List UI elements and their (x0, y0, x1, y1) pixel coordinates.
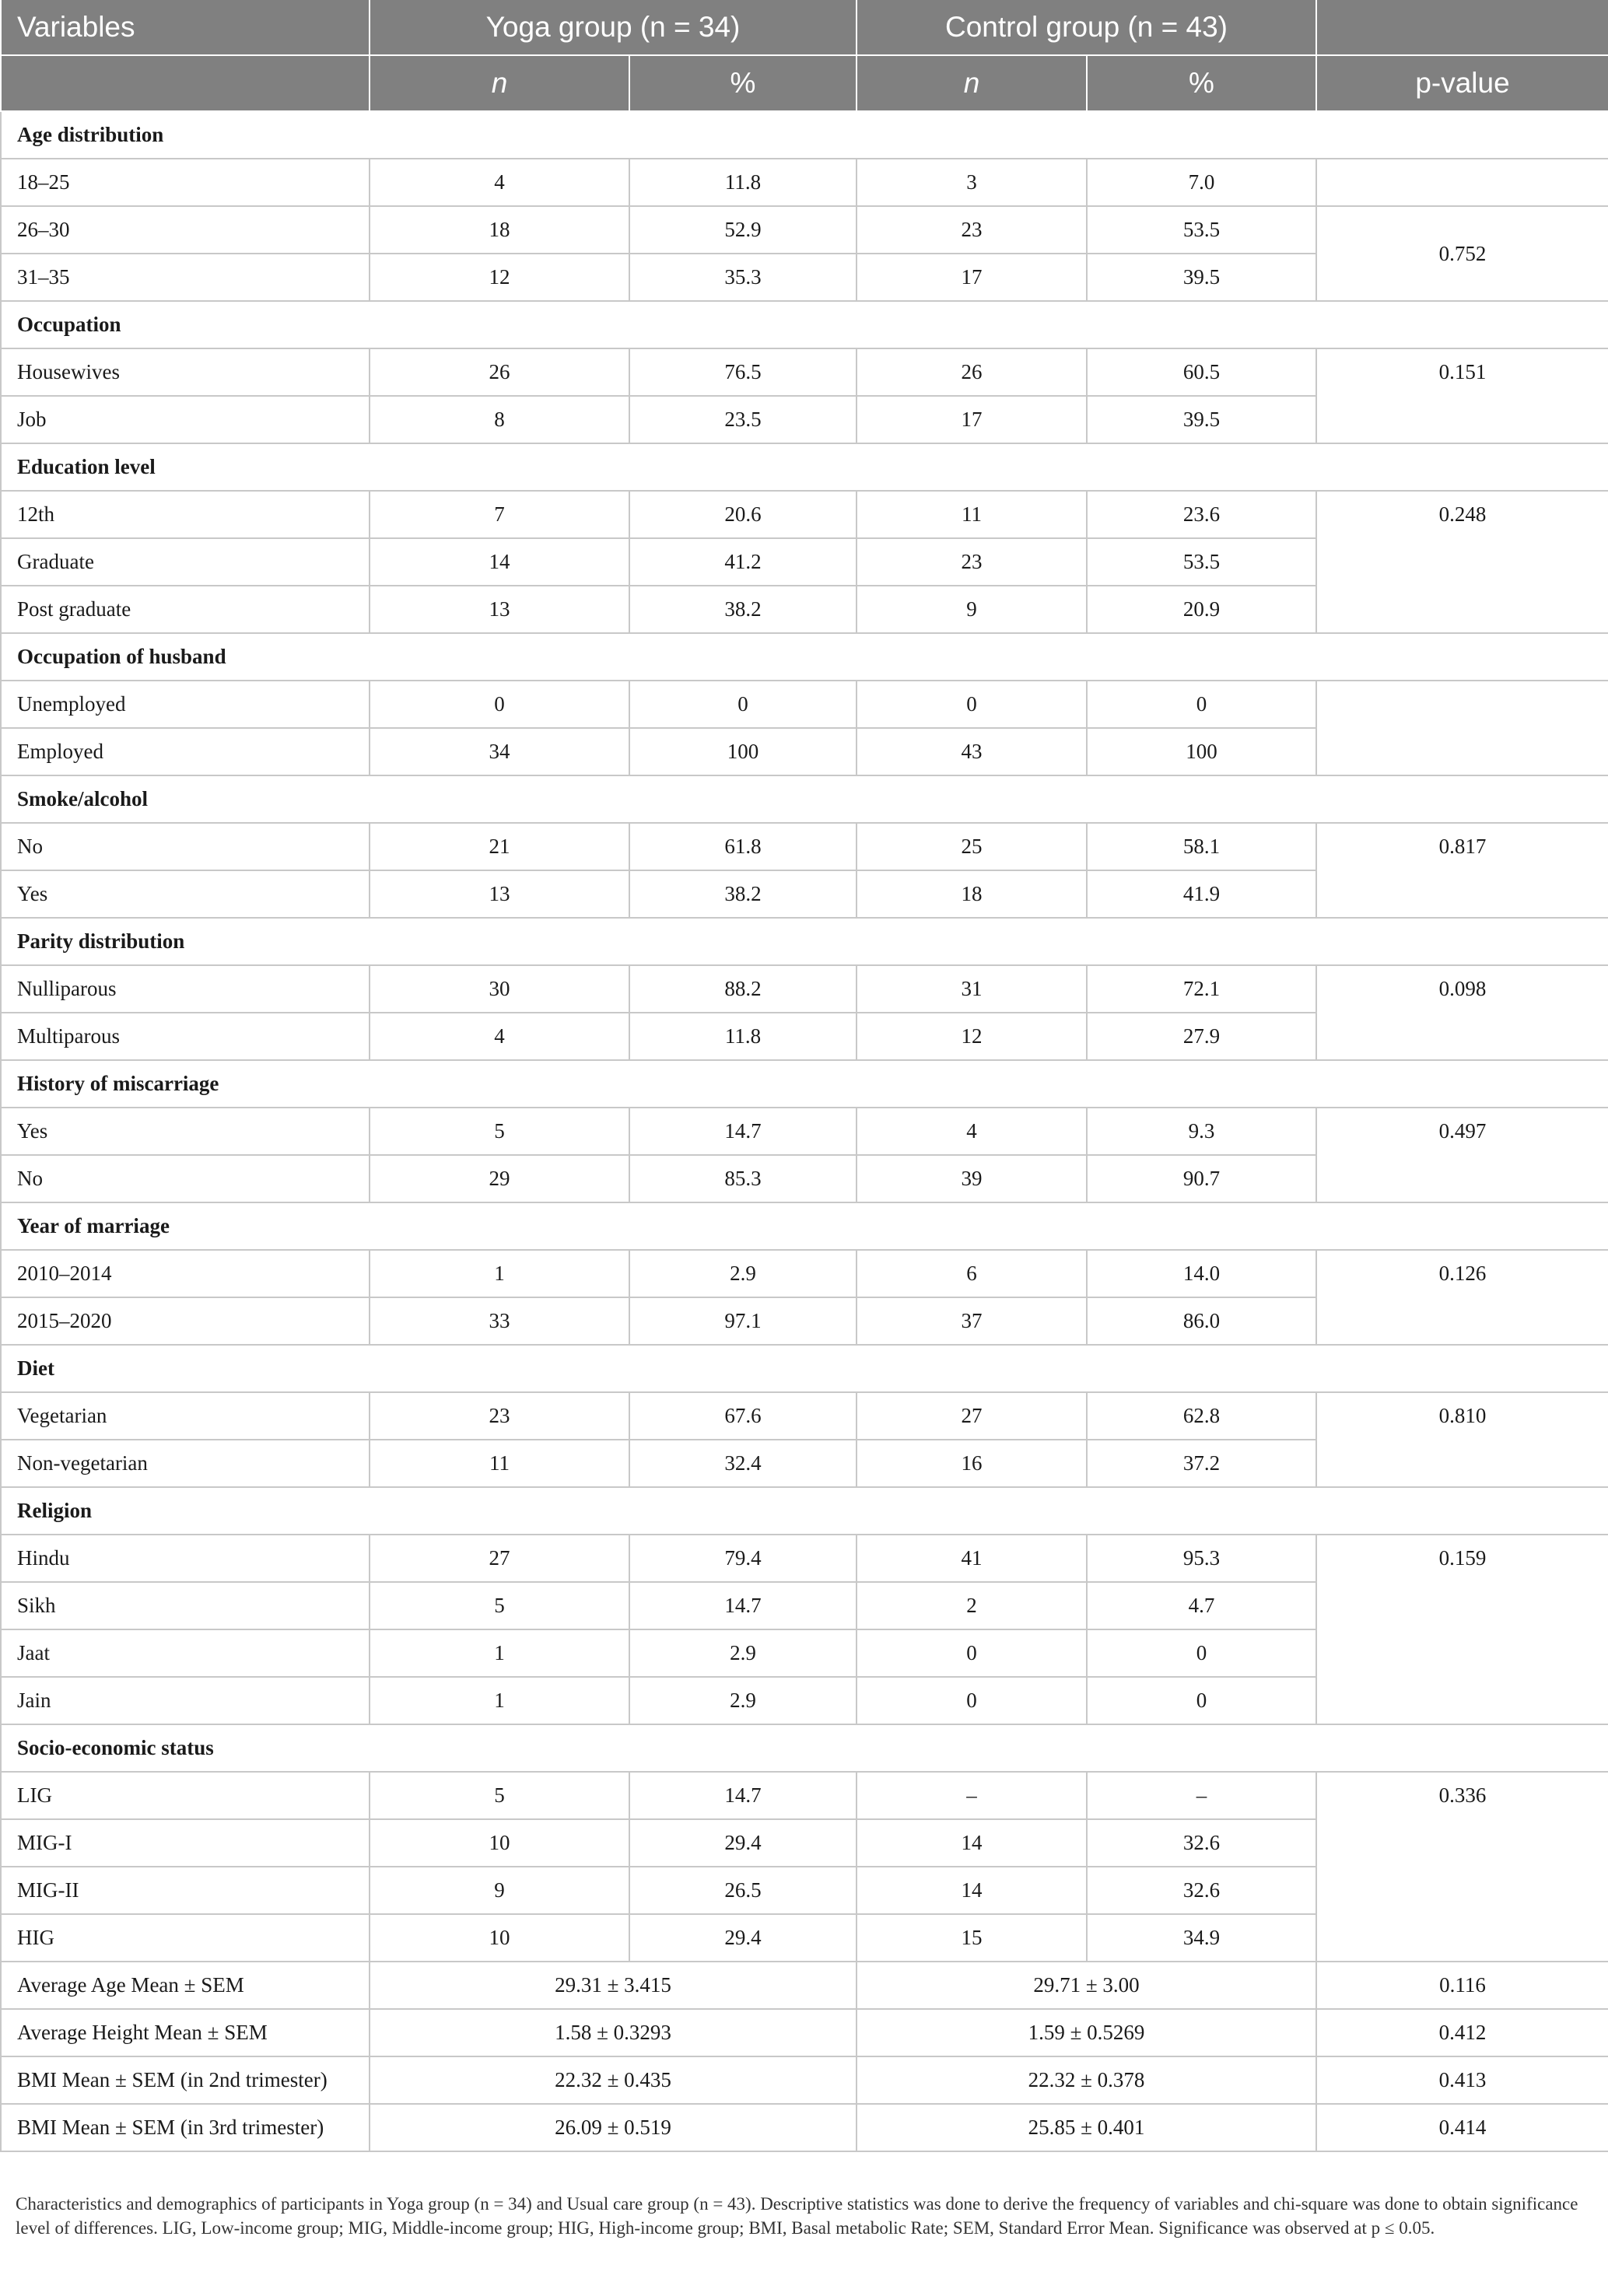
yoga-n: 18 (370, 206, 629, 254)
row-label: Yes (1, 1108, 370, 1155)
control-n: 14 (857, 1819, 1087, 1867)
yoga-pct: 29.4 (629, 1819, 857, 1867)
section-title: Age distribution (1, 111, 1608, 159)
table-row (1, 1108, 1608, 1155)
yoga-n: 13 (370, 870, 629, 918)
control-n: 31 (857, 965, 1087, 1013)
yoga-n: 1 (370, 1677, 629, 1724)
p-value-cell: 0.752 (1316, 206, 1608, 301)
yoga-n: 8 (370, 396, 629, 443)
control-mean-sem: 1.59 ± 0.5269 (857, 2009, 1316, 2056)
control-n: 17 (857, 254, 1087, 301)
section-title: Religion (1, 1487, 1608, 1535)
row-label: No (1, 1155, 370, 1202)
control-pct: 4.7 (1087, 1582, 1316, 1629)
header-blank (1316, 0, 1608, 55)
section-title: Occupation of husband (1, 633, 1608, 681)
control-pct: 60.5 (1087, 348, 1316, 396)
control-pct: 32.6 (1087, 1867, 1316, 1914)
table-row (1, 348, 1608, 396)
row-label: 2015–2020 (1, 1297, 370, 1345)
control-pct: 14.0 (1087, 1250, 1316, 1297)
yoga-n: 23 (370, 1392, 629, 1440)
control-n: 15 (857, 1914, 1087, 1962)
control-pct: 27.9 (1087, 1013, 1316, 1060)
summary-label: Average Age Mean ± SEM (1, 1962, 370, 2009)
yoga-pct: 67.6 (629, 1392, 857, 1440)
summary-row (1, 2056, 1608, 2104)
control-pct: 20.9 (1087, 586, 1316, 633)
control-pct: 62.8 (1087, 1392, 1316, 1440)
control-pct: 86.0 (1087, 1297, 1316, 1345)
yoga-n: 12 (370, 254, 629, 301)
control-pct: 90.7 (1087, 1155, 1316, 1202)
yoga-n: 21 (370, 823, 629, 870)
table-row (1, 681, 1608, 728)
yoga-mean-sem: 29.31 ± 3.415 (370, 1962, 857, 2009)
control-pct: 9.3 (1087, 1108, 1316, 1155)
section-header-row (1, 1345, 1608, 1392)
control-n: 23 (857, 206, 1087, 254)
yoga-pct: 2.9 (629, 1629, 857, 1677)
section-title: Parity distribution (1, 918, 1608, 965)
section-header-row (1, 1202, 1608, 1250)
row-label: Employed (1, 728, 370, 775)
p-value-cell (1316, 159, 1608, 206)
yoga-pct: 100 (629, 728, 857, 775)
yoga-pct: 79.4 (629, 1535, 857, 1582)
p-value-cell: 0.412 (1316, 2009, 1608, 2056)
control-pct: 34.9 (1087, 1914, 1316, 1962)
control-n: 27 (857, 1392, 1087, 1440)
yoga-n: 26 (370, 348, 629, 396)
row-label: Sikh (1, 1582, 370, 1629)
control-n: 9 (857, 586, 1087, 633)
header-yoga-group: Yoga group (n = 34) (370, 0, 857, 55)
p-value-cell: 0.497 (1316, 1108, 1608, 1202)
yoga-n: 7 (370, 491, 629, 538)
row-label: Jaat (1, 1629, 370, 1677)
section-header-row (1, 633, 1608, 681)
yoga-n: 4 (370, 159, 629, 206)
yoga-n: 1 (370, 1629, 629, 1677)
row-label: 26–30 (1, 206, 370, 254)
row-label: Jain (1, 1677, 370, 1724)
control-n: 17 (857, 396, 1087, 443)
table-row (1, 159, 1608, 206)
control-pct: 39.5 (1087, 396, 1316, 443)
row-label: Non-vegetarian (1, 1440, 370, 1487)
yoga-pct: 14.7 (629, 1582, 857, 1629)
control-n: 6 (857, 1250, 1087, 1297)
yoga-pct: 61.8 (629, 823, 857, 870)
yoga-n: 10 (370, 1914, 629, 1962)
control-n: 26 (857, 348, 1087, 396)
table-row (1, 1250, 1608, 1297)
yoga-pct: 2.9 (629, 1677, 857, 1724)
yoga-n: 11 (370, 1440, 629, 1487)
table-body (1, 111, 1608, 2151)
section-title: Socio-economic status (1, 1724, 1608, 1772)
control-n: 11 (857, 491, 1087, 538)
row-label: Multiparous (1, 1013, 370, 1060)
header-control-pct: % (1087, 55, 1316, 111)
table-row (1, 823, 1608, 870)
yoga-pct: 26.5 (629, 1867, 857, 1914)
control-pct: 23.6 (1087, 491, 1316, 538)
p-value-cell: 0.116 (1316, 1962, 1608, 2009)
yoga-pct: 2.9 (629, 1250, 857, 1297)
row-label: Vegetarian (1, 1392, 370, 1440)
control-pct: 100 (1087, 728, 1316, 775)
section-title: Occupation (1, 301, 1608, 348)
section-title: Smoke/alcohol (1, 775, 1608, 823)
table-footnote: Characteristics and demographics of participants in Yoga group (n = 34) and Usual care group (n = 43). Descriptive statistics was done to derive the frequency of variables and chi-square was done to obtain significance level of differences. LIG, Low-income group; MIG, Middle-income group; HIG, High-income group; BMI, Basal metabolic Rate; SEM, Standard Error Mean. Significance was observed at p ≤ 0.05. (16, 2194, 1578, 2238)
row-label: Job (1, 396, 370, 443)
section-title: Education level (1, 443, 1608, 491)
yoga-pct: 11.8 (629, 1013, 857, 1060)
yoga-n: 5 (370, 1772, 629, 1819)
yoga-pct: 23.5 (629, 396, 857, 443)
control-n: 0 (857, 1677, 1087, 1724)
p-value-cell (1316, 681, 1608, 775)
row-label: Yes (1, 870, 370, 918)
control-n: 4 (857, 1108, 1087, 1155)
yoga-n: 27 (370, 1535, 629, 1582)
yoga-n: 5 (370, 1108, 629, 1155)
yoga-mean-sem: 1.58 ± 0.3293 (370, 2009, 857, 2056)
row-label: Hindu (1, 1535, 370, 1582)
control-n: 25 (857, 823, 1087, 870)
control-pct: 72.1 (1087, 965, 1316, 1013)
control-pct: 0 (1087, 681, 1316, 728)
section-header-row (1, 775, 1608, 823)
yoga-n: 5 (370, 1582, 629, 1629)
control-n: 18 (857, 870, 1087, 918)
yoga-mean-sem: 26.09 ± 0.519 (370, 2104, 857, 2151)
yoga-n: 13 (370, 586, 629, 633)
control-mean-sem: 22.32 ± 0.378 (857, 2056, 1316, 2104)
yoga-pct: 35.3 (629, 254, 857, 301)
row-label: No (1, 823, 370, 870)
yoga-pct: 85.3 (629, 1155, 857, 1202)
section-title: Diet (1, 1345, 1608, 1392)
yoga-pct: 97.1 (629, 1297, 857, 1345)
section-header-row (1, 301, 1608, 348)
summary-label: BMI Mean ± SEM (in 2nd trimester) (1, 2056, 370, 2104)
control-n: 2 (857, 1582, 1087, 1629)
header-yoga-pct: % (629, 55, 857, 111)
row-label: HIG (1, 1914, 370, 1962)
row-label: 2010–2014 (1, 1250, 370, 1297)
row-label: MIG-II (1, 1867, 370, 1914)
yoga-n: 1 (370, 1250, 629, 1297)
control-n: 16 (857, 1440, 1087, 1487)
header-blank (1, 55, 370, 111)
row-label: 18–25 (1, 159, 370, 206)
control-n: 3 (857, 159, 1087, 206)
yoga-n: 30 (370, 965, 629, 1013)
control-pct: 53.5 (1087, 538, 1316, 586)
control-pct: 37.2 (1087, 1440, 1316, 1487)
section-title: Year of marriage (1, 1202, 1608, 1250)
row-label: Post graduate (1, 586, 370, 633)
p-value-cell: 0.414 (1316, 2104, 1608, 2151)
control-n: – (857, 1772, 1087, 1819)
header-variables: Variables (1, 0, 370, 55)
table-row (1, 965, 1608, 1013)
section-header-row (1, 111, 1608, 159)
yoga-n: 33 (370, 1297, 629, 1345)
yoga-pct: 52.9 (629, 206, 857, 254)
p-value-cell: 0.126 (1316, 1250, 1608, 1345)
row-label: MIG-I (1, 1819, 370, 1867)
table-header (1, 0, 1608, 111)
table-row (1, 1392, 1608, 1440)
p-value-cell: 0.817 (1316, 823, 1608, 918)
row-label: Unemployed (1, 681, 370, 728)
yoga-mean-sem: 22.32 ± 0.435 (370, 2056, 857, 2104)
control-pct: 53.5 (1087, 206, 1316, 254)
control-n: 12 (857, 1013, 1087, 1060)
yoga-pct: 11.8 (629, 159, 857, 206)
yoga-pct: 14.7 (629, 1772, 857, 1819)
yoga-n: 0 (370, 681, 629, 728)
summary-label: BMI Mean ± SEM (in 3rd trimester) (1, 2104, 370, 2151)
control-mean-sem: 29.71 ± 3.00 (857, 1962, 1316, 2009)
p-value-cell: 0.810 (1316, 1392, 1608, 1487)
table-row (1, 1535, 1608, 1582)
summary-row (1, 1962, 1608, 2009)
row-label: Housewives (1, 348, 370, 396)
control-n: 37 (857, 1297, 1087, 1345)
row-label: 31–35 (1, 254, 370, 301)
yoga-pct: 88.2 (629, 965, 857, 1013)
yoga-pct: 0 (629, 681, 857, 728)
yoga-pct: 20.6 (629, 491, 857, 538)
summary-label: Average Height Mean ± SEM (1, 2009, 370, 2056)
control-pct: 39.5 (1087, 254, 1316, 301)
control-pct: 41.9 (1087, 870, 1316, 918)
control-pct: 32.6 (1087, 1819, 1316, 1867)
header-yoga-n: n (370, 55, 629, 111)
header-p-value: p-value (1316, 55, 1608, 111)
yoga-pct: 32.4 (629, 1440, 857, 1487)
p-value-cell: 0.159 (1316, 1535, 1608, 1724)
header-control-n: n (857, 55, 1087, 111)
summary-row (1, 2009, 1608, 2056)
yoga-pct: 76.5 (629, 348, 857, 396)
yoga-n: 14 (370, 538, 629, 586)
yoga-n: 29 (370, 1155, 629, 1202)
yoga-pct: 41.2 (629, 538, 857, 586)
yoga-pct: 29.4 (629, 1914, 857, 1962)
yoga-pct: 14.7 (629, 1108, 857, 1155)
section-header-row (1, 918, 1608, 965)
row-label: LIG (1, 1772, 370, 1819)
control-n: 23 (857, 538, 1087, 586)
control-pct: 58.1 (1087, 823, 1316, 870)
section-header-row (1, 1487, 1608, 1535)
table-row (1, 491, 1608, 538)
control-pct: 0 (1087, 1629, 1316, 1677)
control-pct: 7.0 (1087, 159, 1316, 206)
section-header-row (1, 1060, 1608, 1108)
yoga-n: 34 (370, 728, 629, 775)
table-row (1, 206, 1608, 254)
control-n: 41 (857, 1535, 1087, 1582)
control-pct: – (1087, 1772, 1316, 1819)
row-label: Nulliparous (1, 965, 370, 1013)
header-control-group: Control group (n = 43) (857, 0, 1316, 55)
p-value-cell: 0.336 (1316, 1772, 1608, 1962)
p-value-cell: 0.098 (1316, 965, 1608, 1060)
control-n: 0 (857, 681, 1087, 728)
section-title: History of miscarriage (1, 1060, 1608, 1108)
summary-row (1, 2104, 1608, 2151)
row-label: 12th (1, 491, 370, 538)
control-pct: 95.3 (1087, 1535, 1316, 1582)
control-n: 0 (857, 1629, 1087, 1677)
p-value-cell: 0.413 (1316, 2056, 1608, 2104)
table-row (1, 1772, 1608, 1819)
control-n: 14 (857, 1867, 1087, 1914)
control-pct: 0 (1087, 1677, 1316, 1724)
yoga-n: 4 (370, 1013, 629, 1060)
yoga-pct: 38.2 (629, 870, 857, 918)
control-n: 39 (857, 1155, 1087, 1202)
section-header-row (1, 443, 1608, 491)
control-mean-sem: 25.85 ± 0.401 (857, 2104, 1316, 2151)
control-n: 43 (857, 728, 1087, 775)
p-value-cell: 0.151 (1316, 348, 1608, 443)
yoga-n: 9 (370, 1867, 629, 1914)
yoga-n: 10 (370, 1819, 629, 1867)
p-value-cell: 0.248 (1316, 491, 1608, 633)
row-label: Graduate (1, 538, 370, 586)
section-header-row (1, 1724, 1608, 1772)
yoga-pct: 38.2 (629, 586, 857, 633)
